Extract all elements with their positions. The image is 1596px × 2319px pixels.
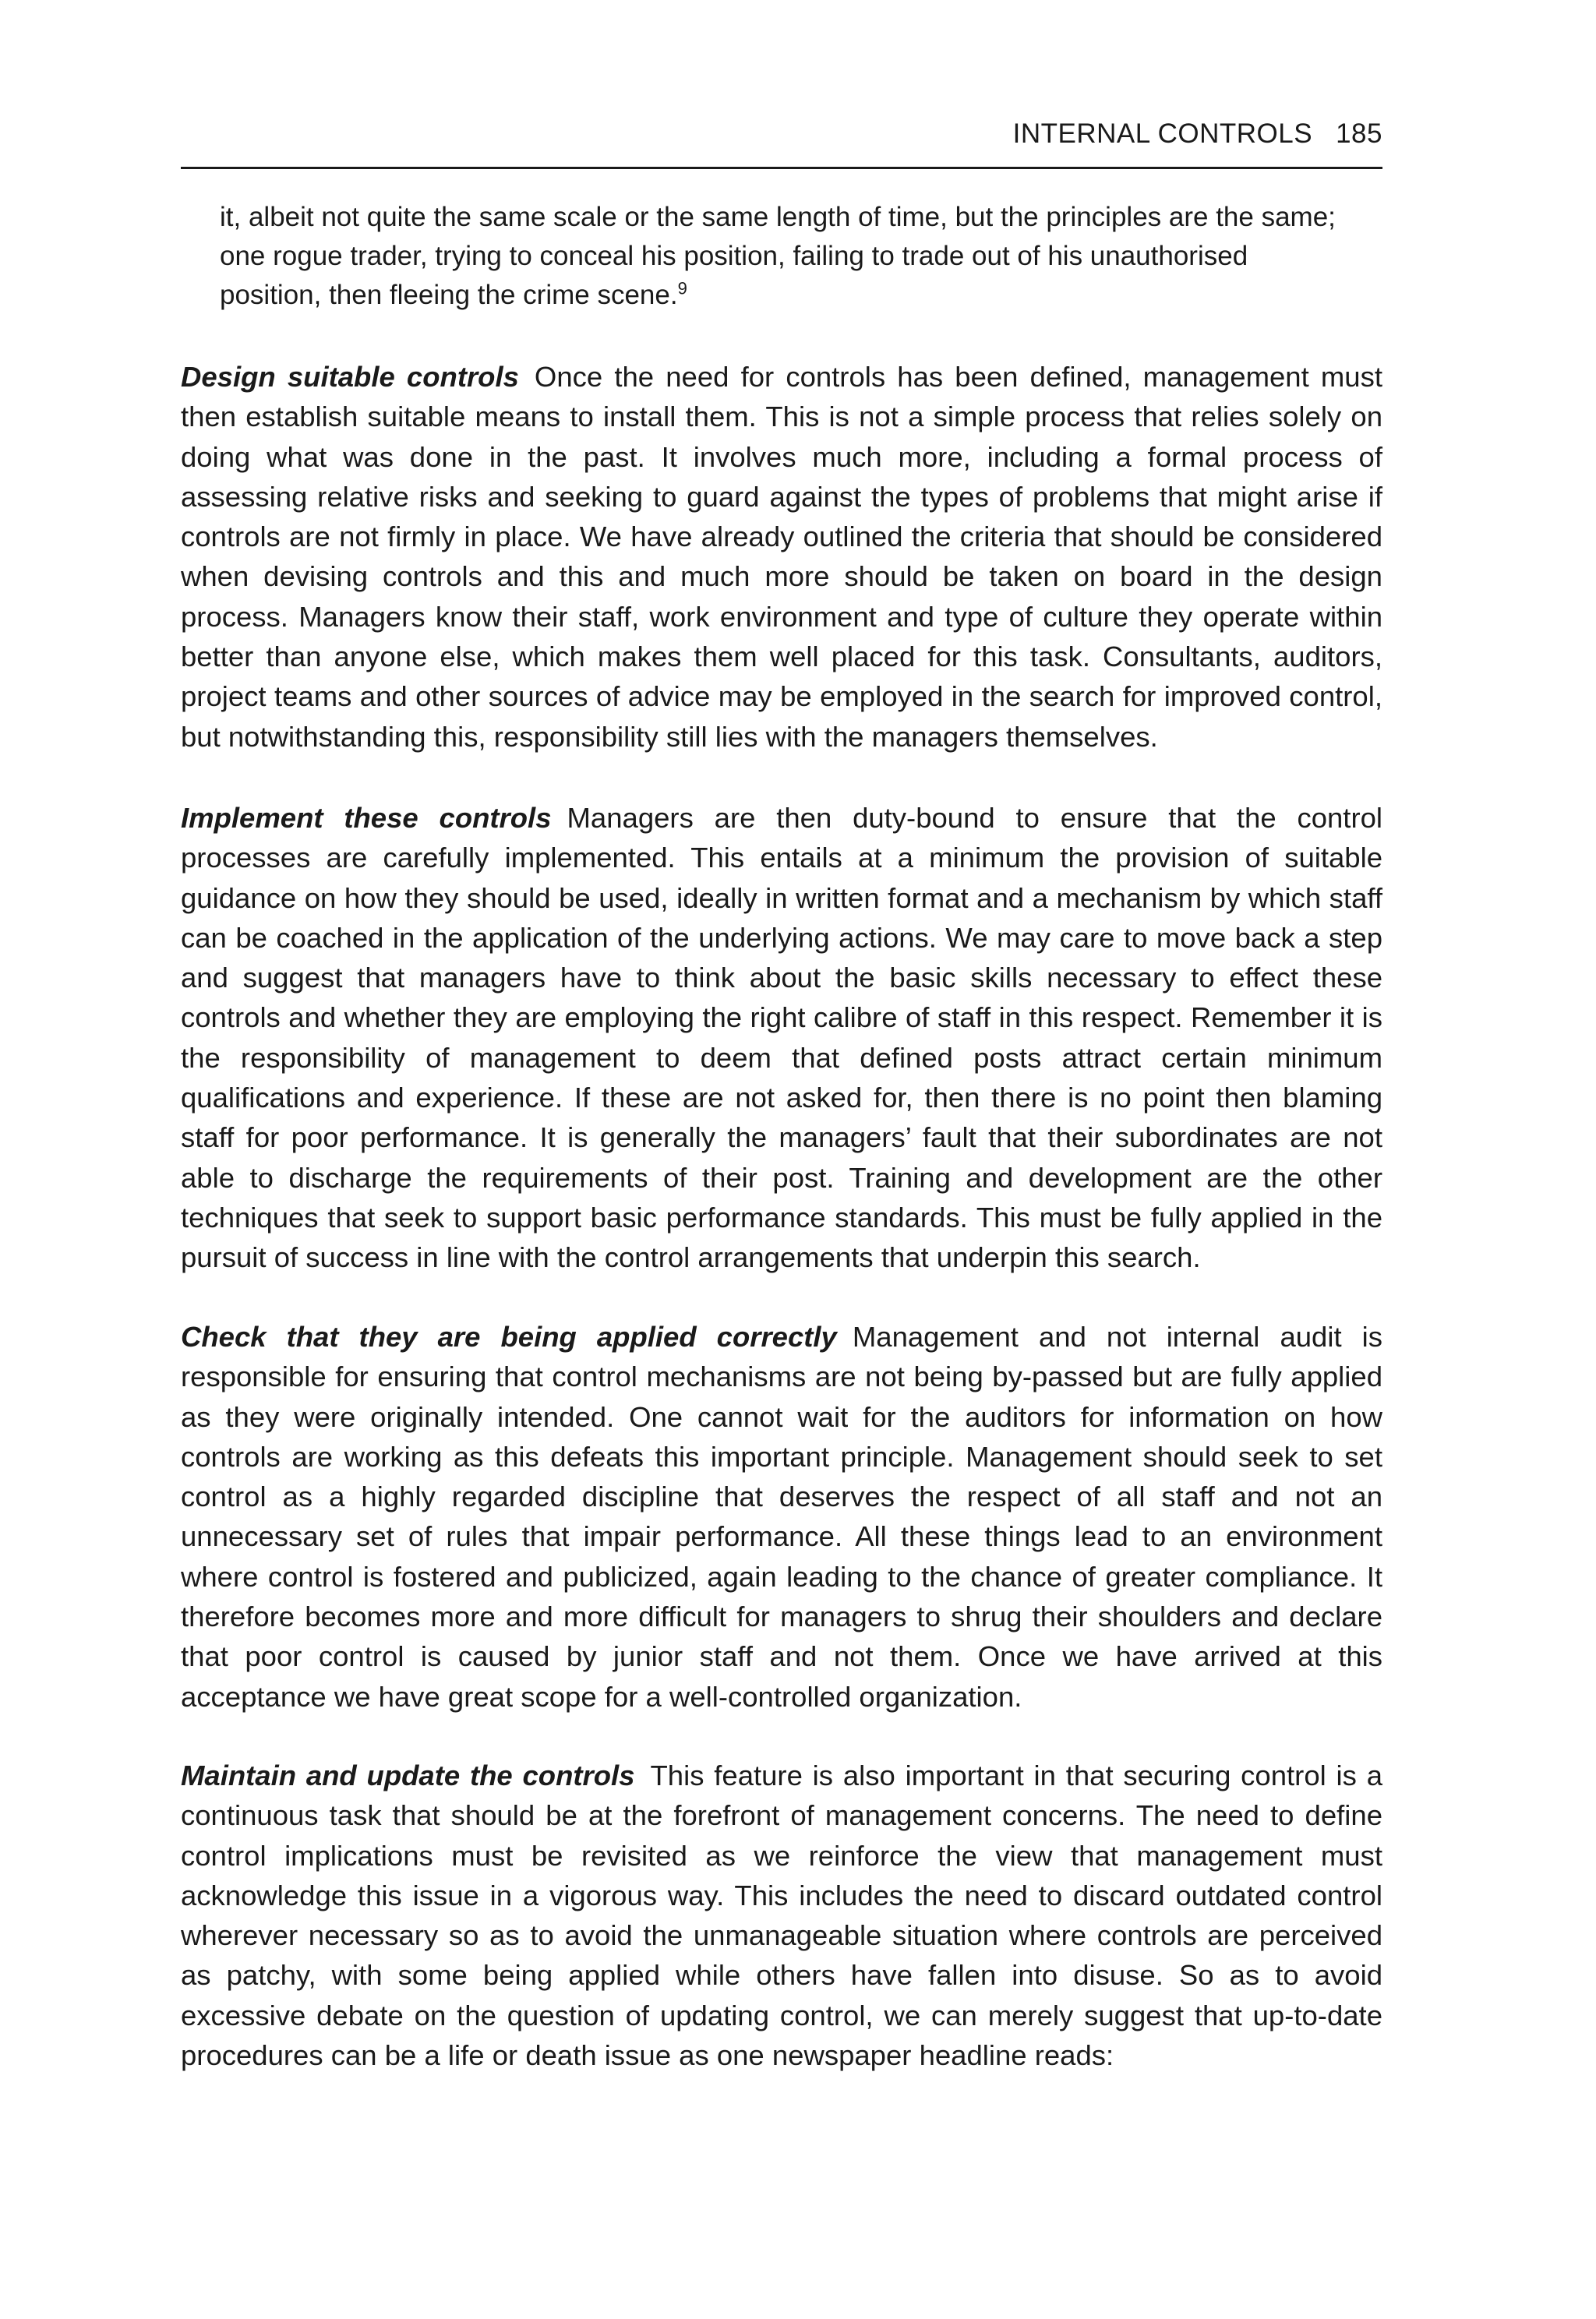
section-heading: Design suitable controls	[181, 361, 519, 393]
section-heading: Implement these controls	[181, 802, 552, 834]
section-body: Management and not internal audit is responsible for ensuring that control mechanisms are not being by-passed but are fully applied as they were originally intended. One cannot wait for the auditors for information on how controls are working as this defeats this important principle. Management should seek to set control as a highly regarded discipline that deserves the respect of all staff and not an unnecessary set of rules that impair performance. All these things lead to an environment where control is fostered and publicized, again leading to the chance of greater compliance. It therefore becomes more and more difficult for managers to shrug their shoulders and declare that poor control is caused by junior staff and not them. Once we have arrived at this acceptance we have great scope for a well-controlled organization.	[181, 1321, 1382, 1713]
section-design-controls	[181, 357, 1382, 757]
header-rule	[181, 167, 1382, 169]
block-quote	[220, 198, 1347, 315]
section-body: Once the need for controls has been defined, management must then establish suitable means to install them. This is not a simple process that relies solely on doing what was done in the past. It involves much more, including a formal process of assessing relative risks and seeking to guard against the types of problems that might arise if controls are not firmly in place. We have already outlined the criteria that should be considered when devising controls and this and much more should be taken on board in the design process. Managers know their staff, work environment and type of culture they operate within better than anyone else, which makes them well placed for this task. Consultants, auditors, project teams and other sources of advice may be employed in the search for improved control, but notwithstanding this, responsibility still lies with the managers themselves.	[181, 361, 1382, 753]
section-body: This feature is also important in that securing control is a continuous task that should be at the forefront of management concerns. The need to define control implications must be revisited as we reinforce the view that management must acknowledge this issue in a vigorous way. This includes the need to discard outdated control wherever necessary so as to avoid the unmanageable situation where controls are perceived as patchy, with some being applied while others have fallen into disuse. So as to avoid excessive debate on the question of updating control, we can merely suggest that up-to-date procedures can be a life or death issue as one newspaper headline reads:	[181, 1760, 1382, 2072]
section-implement-controls	[181, 798, 1382, 1278]
section-heading: Maintain and update the controls	[181, 1760, 635, 1791]
quote-text: it, albeit not quite the same scale or the same length of time, but the principles are the same; one rogue trader, trying to conceal his position, failing to trade out of his unauthorised position, then fleeing the crime scene.	[220, 202, 1336, 310]
section-check-controls	[181, 1317, 1382, 1717]
section-maintain-controls	[181, 1756, 1382, 2075]
section-heading: Check that they are being applied correctly	[181, 1321, 837, 1353]
section-body: Managers are then duty-bound to ensure that the control processes are carefully implemented. This entails at a minimum the provision of suitable guidance on how they should be used, ideally in written format and a mechanism by which staff can be coached in the application of the underlying actions. We may care to move back a step and suggest that managers have to think about the basic skills necessary to effect these controls and whether they are employing the right calibre of staff in this respect. Remember it is the responsibility of management to deem that defined posts attract certain minimum qualifications and experience. If these are not asked for, then there is no point then blaming staff for poor performance. It is generally the managers’ fault that their subordinates are not able to discharge the requirements of their post. Training and development are the other techniques that seek to support basic performance standards. This must be fully applied in the pursuit of success in line with the control arrangements that underpin this search.	[181, 802, 1383, 1274]
page-number: 185	[1336, 118, 1382, 149]
running-head-title: INTERNAL CONTROLS	[1012, 118, 1313, 149]
running-head	[1013, 118, 1382, 150]
footnote-ref: 9	[677, 278, 687, 298]
